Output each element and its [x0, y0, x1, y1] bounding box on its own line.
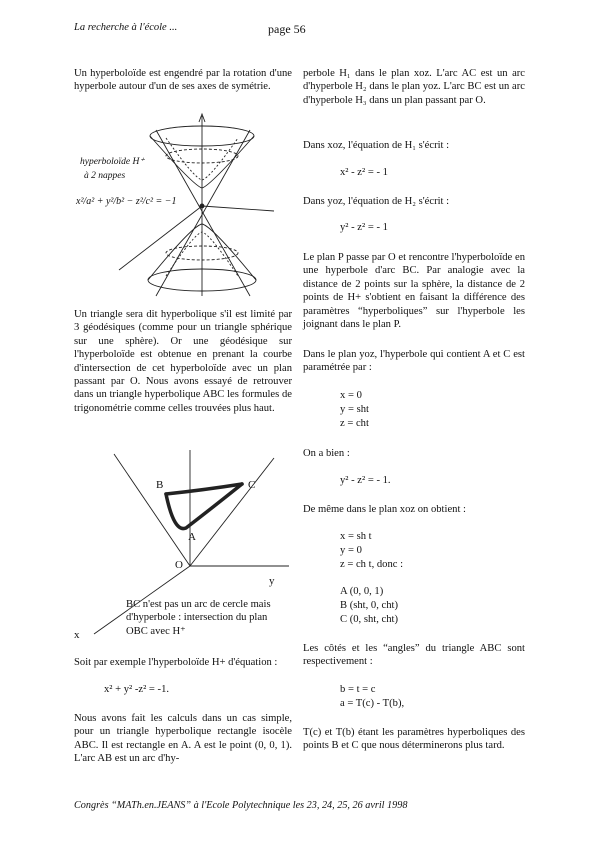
label-C: C	[248, 479, 256, 491]
example-equation: x² + y² -z² = -1.	[104, 684, 170, 695]
label-x: x	[74, 629, 80, 641]
sketch-note-2: à 2 nappes	[84, 171, 126, 181]
xoz-x: x = sh t	[340, 531, 372, 542]
example-intro: Soit par exemple l'hyperboloïde H+ d'équation :	[74, 657, 278, 668]
param-x: x = 0	[340, 390, 362, 401]
b-equation: b = t = c	[340, 684, 376, 695]
calc-paragraph: Nous avons fait les calculs dans un cas simple, pour un triangle hyperbolique rectangle isocèle ABC. Il est rectangle en A. A est le point (0, 0, 1). L'arc AB est un arc d'hy-	[74, 713, 292, 765]
on-a-bien: On a bien :	[303, 448, 350, 459]
page-footer: Congrès “MATh.en.JEANS” à l'Ecole Polytechnique les 23, 24, 25, 26 avril 1998	[74, 800, 408, 811]
xoz-y: y = 0	[340, 545, 362, 556]
yoz-intro: Dans yoz, l'équation de H₂ s'écrit :	[303, 196, 450, 207]
on-a-bien-equation: y² - z² = - 1.	[340, 475, 391, 486]
sketch-equation: x²/a² + y²/b² − z²/c² = −1	[76, 196, 177, 207]
running-header: La recherche à l'école ...	[74, 22, 178, 33]
point-C: C (0, sht, cht)	[340, 614, 398, 625]
continuation-paragraph: perbole H₁ dans le plan xoz. L'arc AC est un arc d'hyperbole H₂ dans le plan yoz. L'arc BC est un arc d'hyperbole H₃ dans un plan passant par O.	[303, 68, 525, 106]
point-A: A (0, 0, 1)	[340, 586, 384, 597]
a-equation: a = T(c) - T(b),	[340, 698, 405, 709]
plane-paragraph: Le plan P passe par O et rencontre l'hyperboloïde en une hyperbole d'arc BC. Par analogie avec la distance de 2 points sur la sphère, la distance de 2 points de H+ s'obtient en faisant la différence des paramètres “hyperboliques” sur l'hyperbole les joignant dans le plan P.	[303, 252, 525, 331]
sides-paragraph: Les côtés et les “angles” du triangle ABC sont respectivement :	[303, 643, 525, 668]
label-O: O	[175, 559, 183, 571]
xoz-z: z = ch t, donc :	[340, 559, 404, 570]
param-z: z = cht	[340, 418, 369, 429]
intro-paragraph: Un hyperboloïde est engendré par la rotation d'une hyperbole autour d'un de ses axes de symétrie.	[74, 68, 292, 93]
page-number: page 56	[268, 22, 306, 36]
triangle-paragraph: Un triangle sera dit hyperbolique s'il est limité par 3 géodésiques (comme pour un triangle sphérique sur une sphère). Or une géodésique sur l'hyperboloïde est obtenue en prenant la courbe d'intersection de cet hyperboloïde avec un plan passant par O. Nous avons essayé de retrouver dans un triangle hyperbolique ABC les formules de trigonométrie comme celles trouvées plus haut.	[74, 309, 292, 414]
xoz-intro: Dans xoz, l'équation de H₁ s'écrit :	[303, 140, 450, 151]
param-intro: Dans le plan yoz, l'hyperbole qui contient A et C est paramétrée par :	[303, 349, 525, 374]
label-B: B	[156, 479, 164, 491]
yoz-equation: y² - z² = - 1	[340, 222, 388, 233]
point-B: B (sht, 0, cht)	[340, 600, 398, 611]
sketch-note-1: hyperboloïde H⁺	[80, 157, 145, 167]
label-y: y	[269, 575, 275, 587]
hyperboloid-figure	[74, 108, 296, 298]
param-y: y = sht	[340, 404, 369, 415]
final-paragraph: T(c) et T(b) étant les paramètres hyperboliques des points B et C que nous déterminerons plus tard.	[303, 727, 525, 752]
label-A: A	[188, 531, 196, 543]
meme-line: De même dans le plan xoz on obtient :	[303, 504, 466, 515]
figure-caption: BC n'est pas un arc de cercle mais d'hyperbole : intersection du plan OBC avec H⁺	[126, 599, 271, 637]
xoz-equation: x² - z² = - 1	[340, 167, 388, 178]
